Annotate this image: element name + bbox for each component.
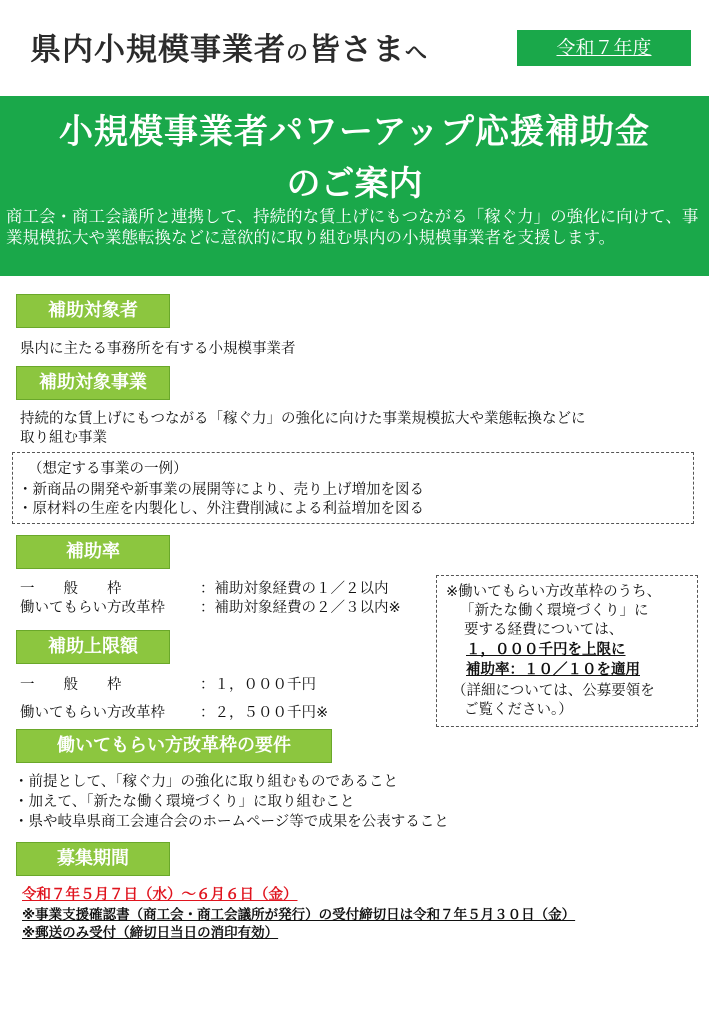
banner-title-line2: のご案内 [286,164,423,204]
note-line6: （詳細については、公募要領を [452,683,655,699]
note-line3: 要する経費については、 [464,622,624,638]
requirement-item: ・前提として、「稼ぐ力」の強化に取り組むものであること [14,774,398,790]
limit-row1-name: 一 般 枠 [20,677,122,693]
section-label-requirements: 働いてもらい方改革枠の要件 [16,729,332,763]
note-line1: ※働いてもらい方改革枠のうち、 [446,584,662,600]
heading-part-a: 県内小規模事業者 [30,32,286,68]
rate-row1-name: 一 般 枠 [20,581,122,597]
section-label-rate: 補助率 [16,535,170,569]
project-text-line1: 持続的な賃上げにもつながる「稼ぐ力」の強化に向けた事業規模拡大や業態転換などに [20,411,586,427]
rate-row1-value: ：補助対象経費の１／２以内 [200,581,389,597]
title-banner [0,96,709,276]
example-title: （想定する事業の一例） [28,461,188,477]
target-text: 県内に主たる事務所を有する小規模事業者 [20,341,296,357]
rate-row2-name: 働いてもらい方改革枠 [20,600,165,616]
heading-part-c: 皆さま [309,32,406,68]
example-item: ・新商品の開発や新事業の展開等により、売り上げ増加を図る [18,482,424,498]
limit-row2-value: ：２，５００千円※ [200,705,329,721]
page-heading [30,24,428,69]
period-dates: 令和７年５月７日（水）～６月６日（金） [22,887,298,903]
requirement-item: ・加えて、「新たな働く環境づくり」に取り組むこと [14,794,355,810]
requirement-item: ・県や岐阜県商工会連合会のホームページ等で成果を公表すること [14,814,449,830]
project-text-line2: 取り組む事業 [20,430,107,446]
section-label-project: 補助対象事業 [16,366,170,400]
note-line4: １，０００千円を上限に [466,642,626,658]
note-line7: ご覧ください。） [464,702,573,718]
heading-part-d: へ [405,41,429,66]
note-line5: 補助率：１０／１０を適用 [466,662,640,678]
section-label-target: 補助対象者 [16,294,170,328]
note-line2: 「新たな働く環境づくり」に [460,603,649,619]
period-note2: ※郵送のみ受付（締切日当日の消印有効） [22,925,279,941]
rate-row2-value: ：補助対象経費の２／３以内※ [200,600,401,616]
limit-row1-value: ：１，０００千円 [200,677,316,693]
banner-title-line1: 小規模事業者パワーアップ応援補助金 [59,112,650,152]
period-note1: ※事業支援確認書（商工会・商工会議所が発行）の受付締切日は令和７年５月３０日（金） [22,907,576,923]
heading-part-b: の [286,41,310,66]
year-badge: 令和７年度 [517,30,691,66]
example-item: ・原材料の生産を内製化し、外注費削減による利益増加を図る [18,501,424,517]
section-label-limit: 補助上限額 [16,630,170,664]
banner-lead-text: 商工会・商工会議所と連携して、持続的な賃上げにもつながる「稼ぐ力」の強化に向けて、事業規模拡大や業態転換などに意欲的に取り組む県内の小規模事業者を支援します。 [6,207,699,247]
limit-row2-name: 働いてもらい方改革枠 [20,705,165,721]
section-label-period: 募集期間 [16,842,170,876]
